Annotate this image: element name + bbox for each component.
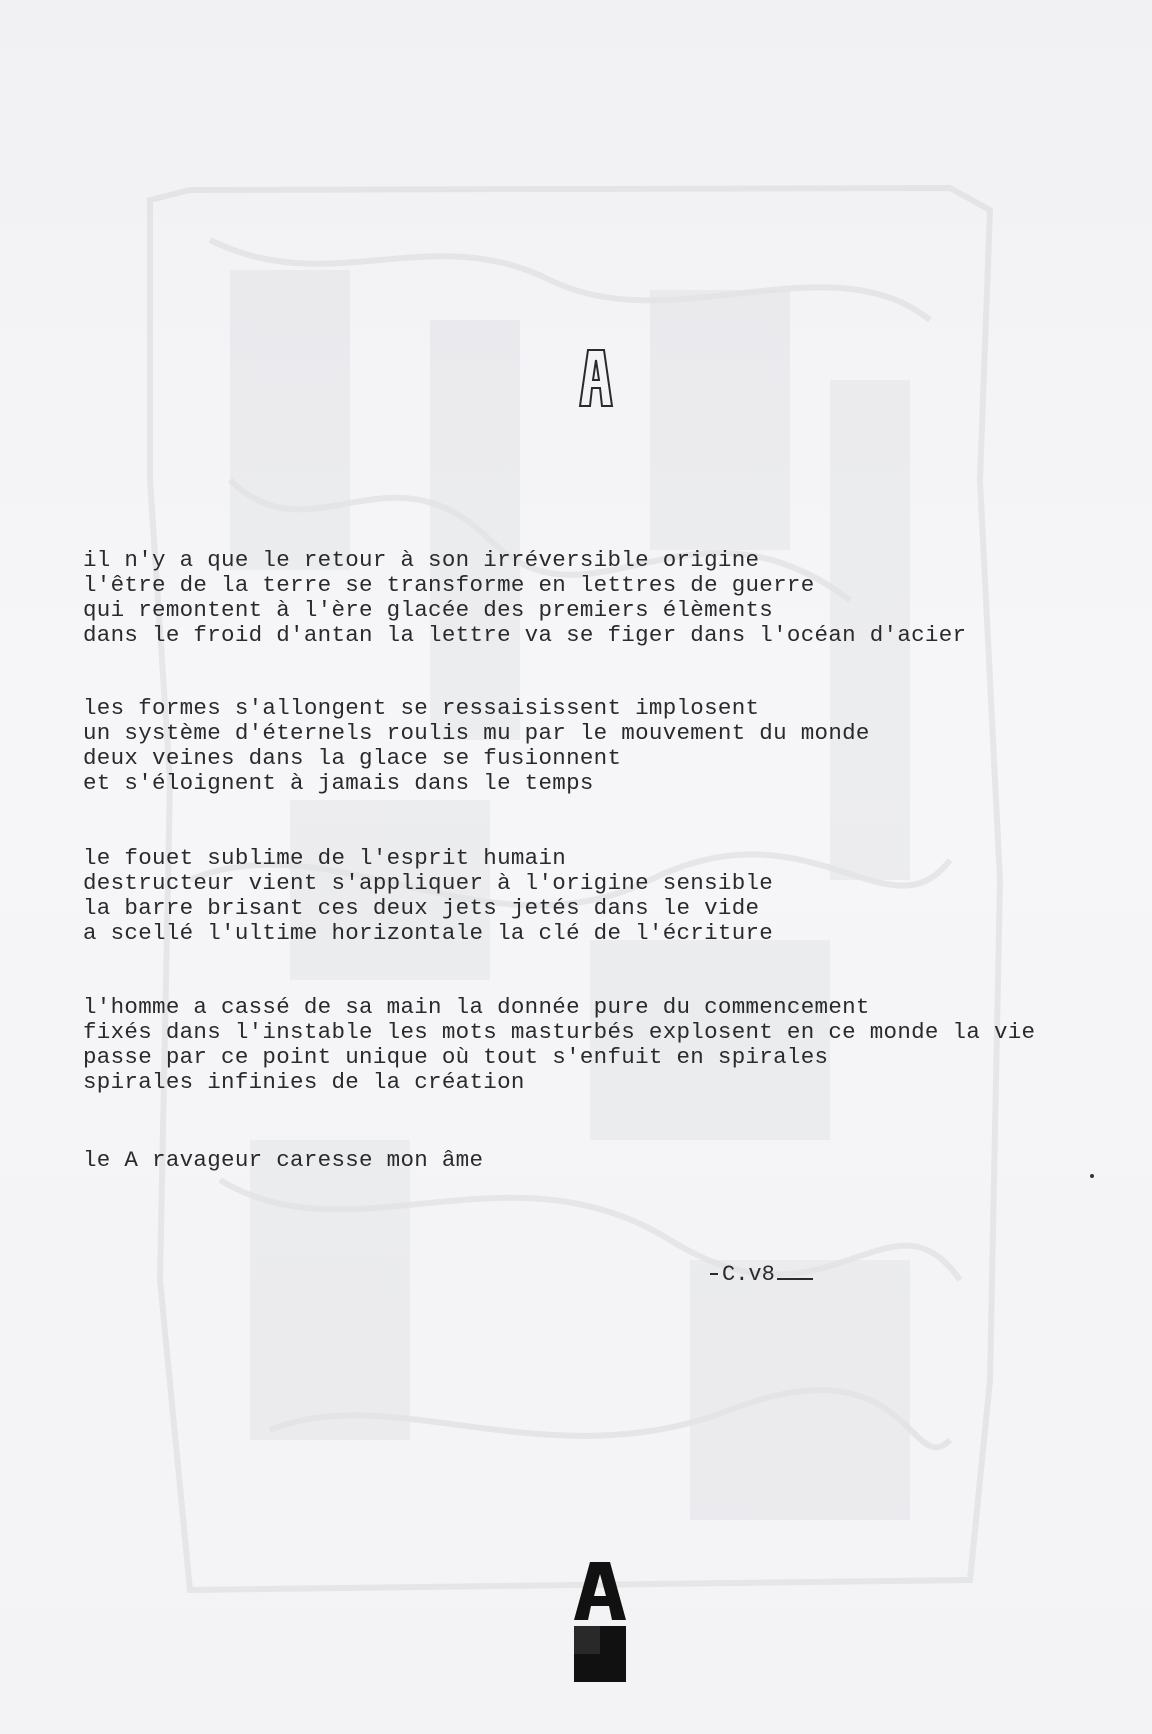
poem-line: l'être de la terre se transforme en lettres de guerre — [83, 572, 815, 598]
poem-line: il n'y a que le retour à son irréversible origine — [83, 547, 760, 573]
poem-line: un système d'éternels roulis mu par le mouvement du monde — [83, 720, 870, 746]
signature-underline — [777, 1278, 813, 1280]
poem-line: passe par ce point unique où tout s'enfuit en spirales — [83, 1044, 829, 1070]
signature — [710, 1262, 813, 1287]
stanza-3 — [83, 846, 773, 946]
poem-line: la barre brisant ces deux jets jetés dans le vide — [83, 895, 760, 921]
logo-letter: A — [470, 1460, 471, 1461]
poem-line: fixés dans l'instable les mots masturbés explosent en ce monde la vie — [83, 1019, 1036, 1045]
signature-text: C.v8 — [722, 1262, 775, 1287]
stanza-5 — [83, 1148, 483, 1173]
stanza-4 — [83, 995, 1035, 1095]
poem-line: le fouet sublime de l'esprit humain — [83, 845, 567, 871]
poem-line: a scellé l'ultime horizontale la clé de l'écriture — [83, 920, 774, 946]
poem-line: dans le froid d'antan la lettre va se figer dans l'océan d'acier — [83, 622, 967, 648]
stanza-1 — [83, 548, 966, 648]
stanza-2 — [83, 696, 870, 796]
poem-line: et s'éloignent à jamais dans le temps — [83, 770, 594, 796]
poem-line: le A ravageur caresse mon âme — [83, 1147, 484, 1173]
signature-dash — [710, 1273, 718, 1275]
poem-line: deux veines dans la glace se fusionnent — [83, 745, 622, 771]
ink-dot — [1090, 1174, 1094, 1178]
poem-line: les formes s'allongent se ressaisissent implosent — [83, 695, 760, 721]
poem-line: destructeur vient s'appliquer à l'origine sensible — [83, 870, 774, 896]
poem-line: spirales infinies de la création — [83, 1069, 525, 1095]
logo-block-a — [470, 1460, 630, 1684]
title-letter-a-outline — [474, 246, 618, 408]
poem-line: l'homme a cassé de sa main la donnée pure du commencement — [83, 994, 870, 1020]
title-letter: A — [474, 246, 475, 247]
poem-line: qui remontent à l'ère glacée des premiers élèments — [83, 597, 774, 623]
